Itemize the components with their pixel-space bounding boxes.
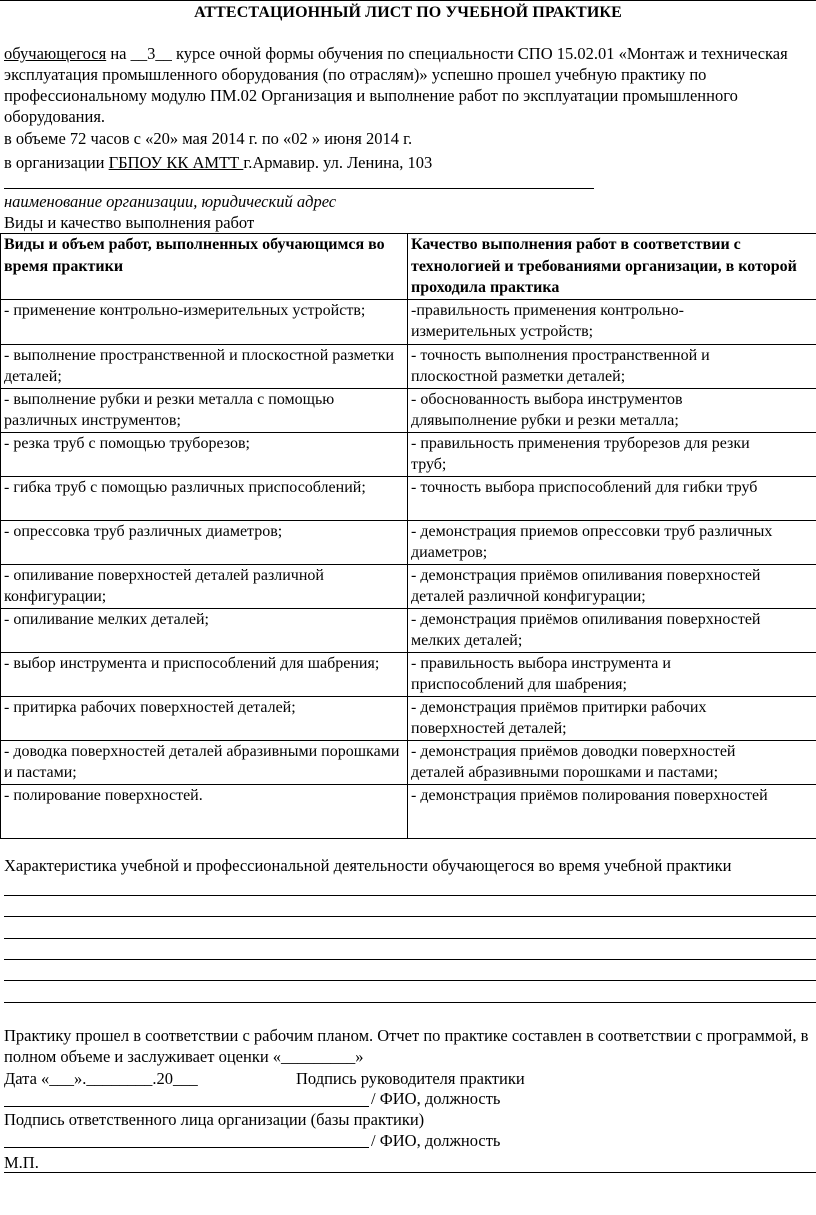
intro-text: на __3__ курсе очной формы обучения по специальности СПО 15.02.01 «Монтаж и техническая эксплуатация промышленного оборудования (по отраслям)» успешно прошел учебную практику по профессиональному модулю ПМ.02 Организация и выполнение работ по эксплуатации промышленного оборудования. xyxy=(4,44,788,126)
work-type-cell: - резка труб с помощью труборезов; xyxy=(1,432,408,476)
works-heading: Виды и качество выполнения работ xyxy=(4,213,255,232)
works-table xyxy=(0,233,816,839)
work-quality-cell xyxy=(408,608,816,652)
work-quality-cell xyxy=(408,740,816,784)
org-signature-label: Подпись ответственного лица организации (базы практики) xyxy=(4,1110,425,1129)
org-signature-line xyxy=(4,1147,369,1148)
bottom-line xyxy=(4,1172,816,1173)
work-type-cell: - выполнение рубки и резки металла с помощью различных инструментов; xyxy=(1,388,408,432)
characteristic-line xyxy=(4,980,816,981)
head-signature-line xyxy=(4,1106,369,1107)
work-quality-line: деталей абразивными порошками и пастами; xyxy=(411,764,719,781)
work-quality-line: -правильность применения контрольно- xyxy=(411,301,684,319)
work-quality-line: - точность выполнения пространственной и xyxy=(411,346,710,364)
table-row xyxy=(1,740,816,784)
table-row xyxy=(1,564,816,608)
work-quality-line: труб; xyxy=(411,456,447,473)
work-quality-line: деталей различной конфигурации; xyxy=(411,588,646,605)
table-row xyxy=(1,388,816,432)
work-type-cell: - выбор инструмента и приспособлений для шабрения; xyxy=(1,652,408,696)
characteristic-line xyxy=(4,916,816,917)
characteristic-line xyxy=(4,1002,816,1003)
work-quality-line: приспособлений для шабрения; xyxy=(411,676,627,693)
work-type-cell: - полирование поверхностей. xyxy=(1,784,408,838)
table-row xyxy=(1,784,816,838)
work-quality-line: - демонстрация приёмов доводки поверхностей xyxy=(411,742,736,760)
organization-underline xyxy=(4,188,594,189)
organization-name: ГБПОУ КК АМТТ xyxy=(108,153,244,172)
work-type-cell: - доводка поверхностей деталей абразивными порошками и пастами; xyxy=(1,740,408,784)
conclusion-text: Практику прошел в соответствии с рабочим планом. Отчет по практике составлен в соответствии с программой, в полном объеме и заслуживает оценки «_________» xyxy=(4,1026,809,1066)
work-quality-cell xyxy=(408,652,816,696)
work-quality-line: - демонстрация приёмов опиливания поверхностей xyxy=(411,566,761,584)
table-row xyxy=(1,299,816,344)
work-quality-line: измерительных устройств; xyxy=(411,323,594,340)
top-border-line xyxy=(0,0,816,1)
work-type-cell: - выполнение пространственной и плоскостной разметки деталей; xyxy=(1,344,408,388)
work-quality-line: - обоснованность выбора инструментов xyxy=(411,390,683,408)
fio-position-label-1: / ФИО, должность xyxy=(371,1089,501,1108)
table-row xyxy=(1,696,816,740)
head-signature-label: Подпись руководителя практики xyxy=(296,1069,525,1088)
page-title: АТТЕСТАЦИОННЫЙ ЛИСТ ПО УЧЕБНОЙ ПРАКТИКЕ xyxy=(194,4,622,21)
organization-caption: наименование организации, юридический адрес xyxy=(4,192,337,211)
table-header-row xyxy=(1,234,816,300)
work-quality-line: - правильность выбора инструмента и xyxy=(411,654,671,672)
volume-line: в объеме 72 часов с «20» мая 2014 г. по «02 » июня 2014 г. xyxy=(4,129,413,148)
work-quality-cell xyxy=(408,476,816,520)
work-quality-line xyxy=(411,498,816,520)
work-type-cell: - гибка труб с помощью различных приспособлений; xyxy=(1,476,408,520)
work-type-cell: - применение контрольно-измерительных устройств; xyxy=(1,299,408,344)
header-left: Виды и объем работ, выполненных обучающимся во время практики xyxy=(1,234,408,300)
intro-paragraph xyxy=(4,43,809,127)
work-quality-line: поверхностей деталей; xyxy=(411,720,567,737)
stamp-label: М.П. xyxy=(4,1153,39,1172)
work-quality-line: длявыполнение рубки и резки металла; xyxy=(411,412,679,429)
work-quality-line: мелких деталей; xyxy=(411,632,523,649)
work-quality-line: плоскостной разметки деталей; xyxy=(411,368,626,385)
organization-line xyxy=(4,152,809,173)
header-right: Качество выполнения работ в соответствии с технологией и требованиями организации, в которой проходила практика xyxy=(408,234,816,300)
work-quality-line: - демонстрация приёмов притирки рабочих xyxy=(411,698,707,716)
table-row xyxy=(1,476,816,520)
characteristic-label: Характеристика учебной и профессиональной деятельности обучающегося во время учебной практики xyxy=(4,856,732,875)
characteristic-line xyxy=(4,959,816,960)
characteristic-line xyxy=(4,938,816,939)
work-type-cell: - опиливание поверхностей деталей различной конфигурации; xyxy=(1,564,408,608)
table-row xyxy=(1,344,816,388)
work-quality-line: - демонстрация приемов опрессовки труб различных xyxy=(411,522,773,540)
organization-address: г.Армавир. ул. Ленина, 103 xyxy=(243,153,433,172)
table-row xyxy=(1,652,816,696)
organization-prefix: в организации xyxy=(4,153,109,172)
student-word: обучающегося xyxy=(4,44,107,63)
work-quality-cell xyxy=(408,520,816,564)
work-quality-line: - демонстрация приёмов опиливания поверхностей xyxy=(411,610,761,628)
work-quality-cell xyxy=(408,564,816,608)
table-row xyxy=(1,432,816,476)
work-quality-line xyxy=(411,806,816,828)
date-line: Дата «___».________.20___ xyxy=(4,1069,198,1088)
work-quality-line: - демонстрация приёмов полирования поверхностей xyxy=(411,786,768,804)
table-row xyxy=(1,520,816,564)
work-type-cell: - притирка рабочих поверхностей деталей; xyxy=(1,696,408,740)
work-type-cell: - опрессовка труб различных диаметров; xyxy=(1,520,408,564)
work-quality-line: - правильность применения труборезов для резки xyxy=(411,434,750,452)
work-quality-line: диаметров; xyxy=(411,544,488,561)
table-row xyxy=(1,608,816,652)
work-quality-cell xyxy=(408,388,816,432)
work-quality-cell xyxy=(408,299,816,344)
work-quality-line: - точность выбора приспособлений для гибки труб xyxy=(411,478,758,496)
work-quality-cell xyxy=(408,344,816,388)
fio-position-label-2: / ФИО, должность xyxy=(371,1131,501,1150)
work-type-cell: - опиливание мелких деталей; xyxy=(1,608,408,652)
work-quality-cell xyxy=(408,696,816,740)
work-quality-cell xyxy=(408,784,816,838)
work-quality-cell xyxy=(408,432,816,476)
characteristic-line xyxy=(4,895,816,896)
